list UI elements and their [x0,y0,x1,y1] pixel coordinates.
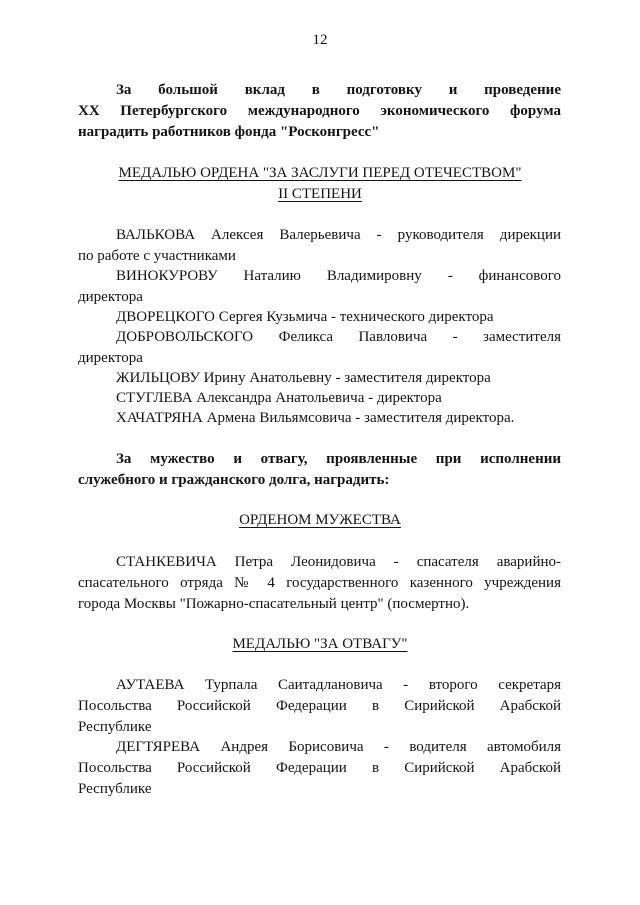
award1-title-line-1: МЕДАЛЬЮ ОРДЕНА "ЗА ЗАСЛУГИ ПЕРЕД ОТЕЧЕСТВОМ" [118,165,522,181]
award1-entry-4-line-2: директора [78,350,143,366]
award1-entry-5: ЖИЛЬЦОВУ Ирину Анатольевну - заместителя директора [116,370,491,386]
intro1-line-3: наградить работников фонда "Росконгресс" [78,124,380,140]
award3-entry-1-line-3: Республике [78,719,152,735]
award3-entry-1-line-1: АУТАЕВА Турпала Саитадлановича - второго секретаря [116,677,561,693]
award3-title: МЕДАЛЬЮ "ЗА ОТВАГУ" [232,636,408,652]
award1-entry-1-line-2: по работе с участниками [78,248,236,264]
award1-entry-2-line-1: ВИНОКУРОВУ Наталию Владимировну - финансового [116,268,561,284]
award1-entry-3: ДВОРЕЦКОГО Сергея Кузьмича - технического директора [116,309,494,325]
award1-entry-2-line-2: директора [78,289,143,305]
award1-entry-7: ХАЧАТРЯНА Армена Вильямсовича - заместителя директора. [116,410,515,426]
award3-entry-2-line-2: Посольства Российской Федерации в Сирийской Арабской [78,760,561,776]
award1-entry-4-line-1: ДОБРОВОЛЬСКОГО Феликса Павловича - заместителя [116,329,561,345]
award2-entry-line-3: города Москвы "Пожарно-спасательный центр" (посмертно). [78,596,470,612]
award3-entry-2-line-1: ДЕГТЯРЕВА Андрея Борисовича - водителя автомобиля [116,739,561,755]
award1-entry-6: СТУГЛЕВА Александра Анатольевича - директора [116,390,442,406]
award2-entry-line-2: спасательного отряда № 4 государственного казенного учреждения [78,575,561,591]
intro2-line-1: За мужество и отвагу, проявленные при исполнении [116,451,561,467]
intro2-line-2: служебного и гражданского долга, наградить: [78,472,390,488]
award3-entry-2-line-3: Республике [78,781,152,797]
award2-entry-line-1: СТАНКЕВИЧА Петра Леонидовича - спасателя аварийно- [116,554,561,570]
award1-entry-1-line-1: ВАЛЬКОВА Алексея Валерьевича - руководителя дирекции [116,227,561,243]
intro1-line-1: За большой вклад в подготовку и проведение [116,82,561,98]
intro1-line-2: XX Петербургского международного экономического форума [78,103,561,119]
award2-title: ОРДЕНОМ МУЖЕСТВА [239,512,401,528]
page-number: 12 [312,32,328,48]
award1-title-line-2: II СТЕПЕНИ [278,186,362,202]
award3-entry-1-line-2: Посольства Российской Федерации в Сирийской Арабской [78,698,561,714]
